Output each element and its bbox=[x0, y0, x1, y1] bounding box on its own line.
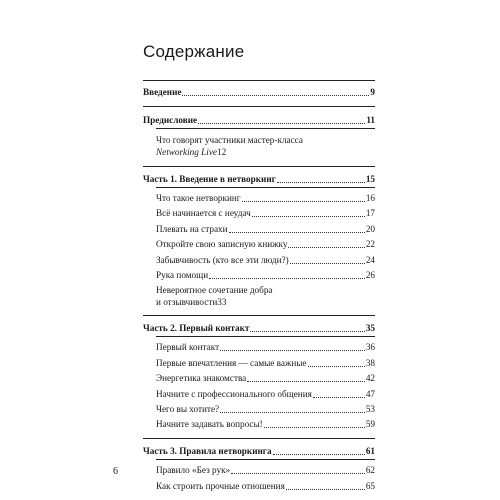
toc-entry[interactable] bbox=[143, 464, 375, 476]
toc-label: Начните с профессионального общения bbox=[156, 388, 312, 399]
toc-label: Часть 2. Первый контакт bbox=[143, 323, 250, 334]
toc-entry-foreword-sub[interactable] bbox=[143, 134, 375, 158]
toc-page: 16 bbox=[365, 193, 375, 203]
toc-page: 22 bbox=[365, 239, 375, 250]
toc-label: Первые впечатления — самые важные bbox=[156, 357, 307, 368]
divider bbox=[143, 438, 375, 439]
divider bbox=[143, 166, 375, 167]
toc-page: 62 bbox=[365, 465, 375, 476]
toc-page: 20 bbox=[365, 223, 375, 234]
page-number: 6 bbox=[113, 466, 118, 477]
toc-label: Всё начинается с неудач bbox=[156, 208, 251, 219]
toc-entry[interactable] bbox=[143, 480, 375, 492]
toc-label: Часть 3. Правила нетворкинга bbox=[143, 446, 272, 457]
toc-label: Предисловие bbox=[143, 115, 198, 125]
leader-dots bbox=[288, 247, 364, 248]
toc-label: Правило «Без рук» bbox=[156, 465, 231, 476]
toc-entry-foreword[interactable] bbox=[143, 114, 375, 126]
toc-entry[interactable] bbox=[143, 403, 375, 415]
leader-dots bbox=[220, 412, 365, 413]
toc-page: 53 bbox=[365, 403, 375, 414]
divider bbox=[143, 106, 375, 107]
leader-dots bbox=[198, 123, 365, 124]
toc-label: Забывчивость (кто все эти люди?) bbox=[156, 254, 289, 265]
toc-page: 11 bbox=[366, 115, 375, 125]
toc-entry[interactable] bbox=[143, 238, 375, 250]
toc-label-line2: и отзывчивости bbox=[156, 297, 218, 308]
leader-dots bbox=[290, 263, 365, 264]
toc-label: Энергетика знакомства bbox=[156, 373, 247, 384]
toc-page: 59 bbox=[365, 419, 375, 430]
leader-dots bbox=[242, 201, 365, 202]
toc-label: Чего вы хотите? bbox=[156, 403, 220, 414]
toc-page: 26 bbox=[365, 269, 375, 280]
toc-label: Начните задавать вопросы! bbox=[156, 419, 263, 430]
leader-dots bbox=[286, 489, 365, 490]
toc-entry-intro[interactable] bbox=[143, 86, 375, 98]
toc-label: Рука помощи bbox=[156, 269, 209, 280]
leader-dots bbox=[252, 216, 365, 217]
toc-label: Первый контакт bbox=[156, 342, 220, 353]
leader-dots bbox=[220, 350, 365, 351]
toc-page: 38 bbox=[365, 357, 375, 368]
toc-page: 24 bbox=[365, 254, 375, 265]
leader-dots bbox=[231, 473, 365, 474]
toc-entry[interactable] bbox=[143, 254, 375, 266]
leader-dots bbox=[182, 95, 369, 96]
divider bbox=[156, 128, 375, 129]
toc-entry-part2[interactable] bbox=[143, 322, 375, 334]
toc-label: Что такое нетворкинг bbox=[156, 193, 241, 203]
leader-dots bbox=[273, 454, 365, 455]
divider bbox=[156, 187, 375, 188]
toc-page: 33 bbox=[217, 297, 227, 308]
toc-entry[interactable] bbox=[143, 418, 375, 430]
toc-page: 15 bbox=[365, 174, 375, 184]
toc-label: Часть 1. Введение в нетворкинг bbox=[143, 174, 276, 184]
toc-page: 61 bbox=[365, 446, 375, 457]
page-title: Содержание bbox=[143, 42, 245, 61]
toc-page: 12 bbox=[217, 147, 227, 157]
toc-entry[interactable] bbox=[143, 269, 375, 281]
leader-dots bbox=[308, 366, 365, 367]
toc-page: 36 bbox=[365, 342, 375, 353]
toc-entry-part1[interactable] bbox=[143, 173, 375, 185]
toc-entry[interactable] bbox=[143, 388, 375, 400]
leader-dots bbox=[250, 331, 364, 332]
leader-dots bbox=[209, 278, 365, 279]
toc-page: 9 bbox=[370, 87, 375, 97]
leader-dots bbox=[247, 381, 365, 382]
divider bbox=[143, 315, 375, 316]
leader-dots bbox=[229, 232, 365, 233]
toc-label: Плевать на страхи bbox=[156, 223, 228, 234]
toc-label: Введение bbox=[143, 87, 182, 97]
leader-dots bbox=[277, 182, 365, 183]
toc-entry[interactable] bbox=[143, 372, 375, 384]
toc-entry[interactable] bbox=[143, 357, 375, 369]
table-of-contents bbox=[143, 80, 375, 492]
toc-label-line1: Что говорят участники мастер-класса bbox=[156, 135, 303, 145]
toc-label-line2: Networking Live bbox=[156, 147, 217, 157]
toc-label: Как строить прочные отношения bbox=[156, 480, 285, 491]
divider bbox=[156, 459, 375, 460]
toc-page: 35 bbox=[365, 323, 375, 334]
leader-dots bbox=[264, 427, 365, 428]
toc-page: 65 bbox=[365, 480, 375, 491]
toc-label: Откройте свою записную книжку bbox=[156, 239, 288, 250]
toc-page: 17 bbox=[365, 208, 375, 219]
toc-entry-part3[interactable] bbox=[143, 445, 375, 457]
toc-label-line1: Невероятное сочетание добра bbox=[156, 285, 273, 296]
toc-page: 42 bbox=[365, 373, 375, 384]
leader-dots bbox=[313, 397, 365, 398]
toc-entry[interactable] bbox=[143, 341, 375, 353]
toc-page: 47 bbox=[365, 388, 375, 399]
toc-entry[interactable] bbox=[143, 223, 375, 235]
divider bbox=[143, 80, 375, 81]
divider bbox=[156, 336, 375, 337]
toc-entry[interactable] bbox=[143, 207, 375, 219]
toc-entry[interactable] bbox=[143, 284, 375, 308]
toc-entry[interactable] bbox=[143, 192, 375, 204]
